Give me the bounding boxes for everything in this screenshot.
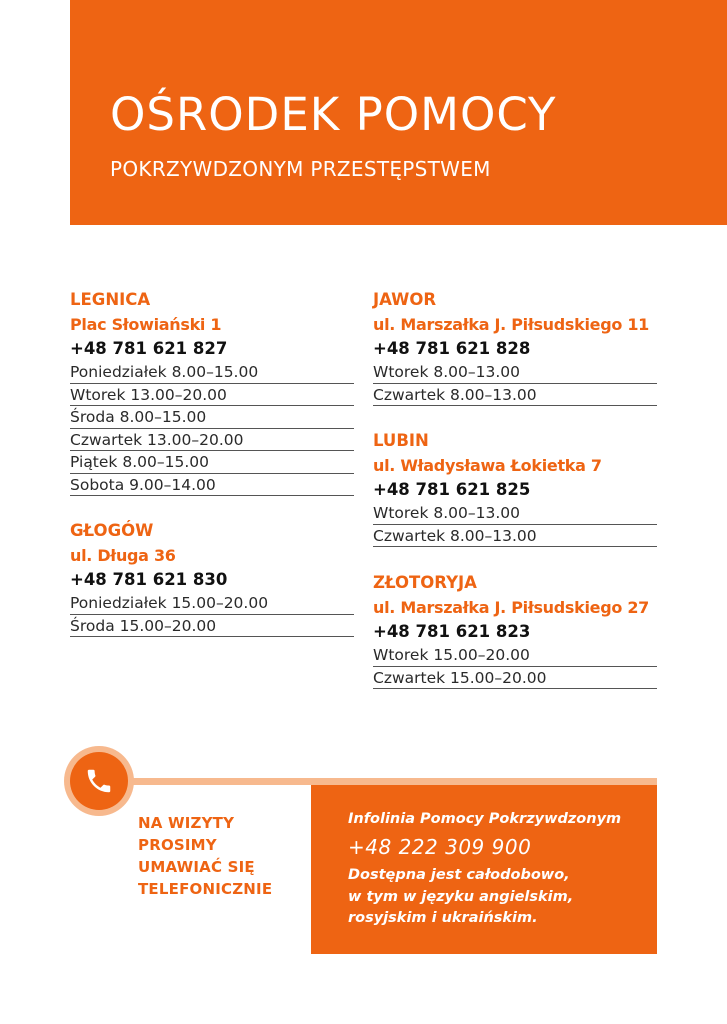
infoline-title: Infolinia Pomocy Pokrzywdzonym xyxy=(348,811,622,827)
branch-address: ul. Władysława Łokietka 7 xyxy=(373,456,602,475)
visit-line: TELEFONICZNIE xyxy=(138,880,273,898)
hours-row: Poniedziałek 8.00–15.00 xyxy=(70,361,354,384)
page-title: OŚRODEK POMOCY xyxy=(110,88,557,141)
infoline-desc-line: Dostępna jest całodobowo, xyxy=(348,867,570,883)
infoline-phone: +48 222 309 900 xyxy=(348,835,532,859)
branch-city: ZŁOTORYJA xyxy=(373,573,477,592)
branch-hours xyxy=(373,502,657,547)
hours-row: Wtorek 15.00–20.00 xyxy=(373,644,657,667)
branch-hours xyxy=(70,361,354,496)
visit-line: UMAWIAĆ SIĘ xyxy=(138,858,255,876)
hours-row: Czwartek 8.00–13.00 xyxy=(373,525,657,548)
branch-hours xyxy=(373,361,657,406)
branch-jawor xyxy=(373,287,657,406)
branch-hours xyxy=(373,644,657,689)
branch-city: LUBIN xyxy=(373,431,429,450)
branch-phone: +48 781 621 828 xyxy=(373,339,531,358)
infoline-description xyxy=(348,865,648,930)
infoline-box xyxy=(311,785,657,954)
hours-row: Środa 15.00–20.00 xyxy=(70,615,354,638)
visit-line: NA WIZYTY xyxy=(138,814,235,832)
phone-handset-icon xyxy=(84,766,114,796)
visit-notice xyxy=(138,812,308,900)
hours-row: Wtorek 8.00–13.00 xyxy=(373,502,657,525)
hours-row: Środa 8.00–15.00 xyxy=(70,406,354,429)
hours-row: Poniedziałek 15.00–20.00 xyxy=(70,592,354,615)
hours-row: Czwartek 15.00–20.00 xyxy=(373,667,657,690)
branch-phone: +48 781 621 827 xyxy=(70,339,228,358)
infoline-desc-line: rosyjskim i ukraińskim. xyxy=(348,910,538,926)
branch-lubin xyxy=(373,428,657,547)
hours-row: Czwartek 8.00–13.00 xyxy=(373,384,657,407)
branch-address: ul. Długa 36 xyxy=(70,546,176,565)
hours-row: Wtorek 13.00–20.00 xyxy=(70,384,354,407)
visit-line: PROSIMY xyxy=(138,836,217,854)
branch-phone: +48 781 621 830 xyxy=(70,570,228,589)
branch-city: LEGNICA xyxy=(70,290,151,309)
hours-row: Sobota 9.00–14.00 xyxy=(70,474,354,497)
branch-zlotoryja xyxy=(373,570,657,689)
branch-legnica xyxy=(70,287,354,496)
branch-address: ul. Marszałka J. Piłsudskiego 11 xyxy=(373,315,650,334)
infoline-desc-line: w tym w języku angielskim, xyxy=(348,888,574,905)
branch-hours xyxy=(70,592,354,637)
branch-address: ul. Marszałka J. Piłsudskiego 27 xyxy=(373,598,650,617)
branch-phone: +48 781 621 823 xyxy=(373,622,531,641)
branch-city: JAWOR xyxy=(373,290,437,309)
branch-glogow xyxy=(70,518,354,637)
branch-address: Plac Słowiański 1 xyxy=(70,315,222,334)
hours-row: Czwartek 13.00–20.00 xyxy=(70,429,354,452)
phone-badge xyxy=(70,752,128,810)
page-subtitle: POKRZYWDZONYM PRZESTĘPSTWEM xyxy=(110,157,491,181)
branch-phone: +48 781 621 825 xyxy=(373,480,531,499)
divider-bar xyxy=(118,778,657,785)
branch-city: GŁOGÓW xyxy=(70,521,154,540)
header-banner xyxy=(70,0,727,225)
hours-row: Piątek 8.00–15.00 xyxy=(70,451,354,474)
hours-row: Wtorek 8.00–13.00 xyxy=(373,361,657,384)
